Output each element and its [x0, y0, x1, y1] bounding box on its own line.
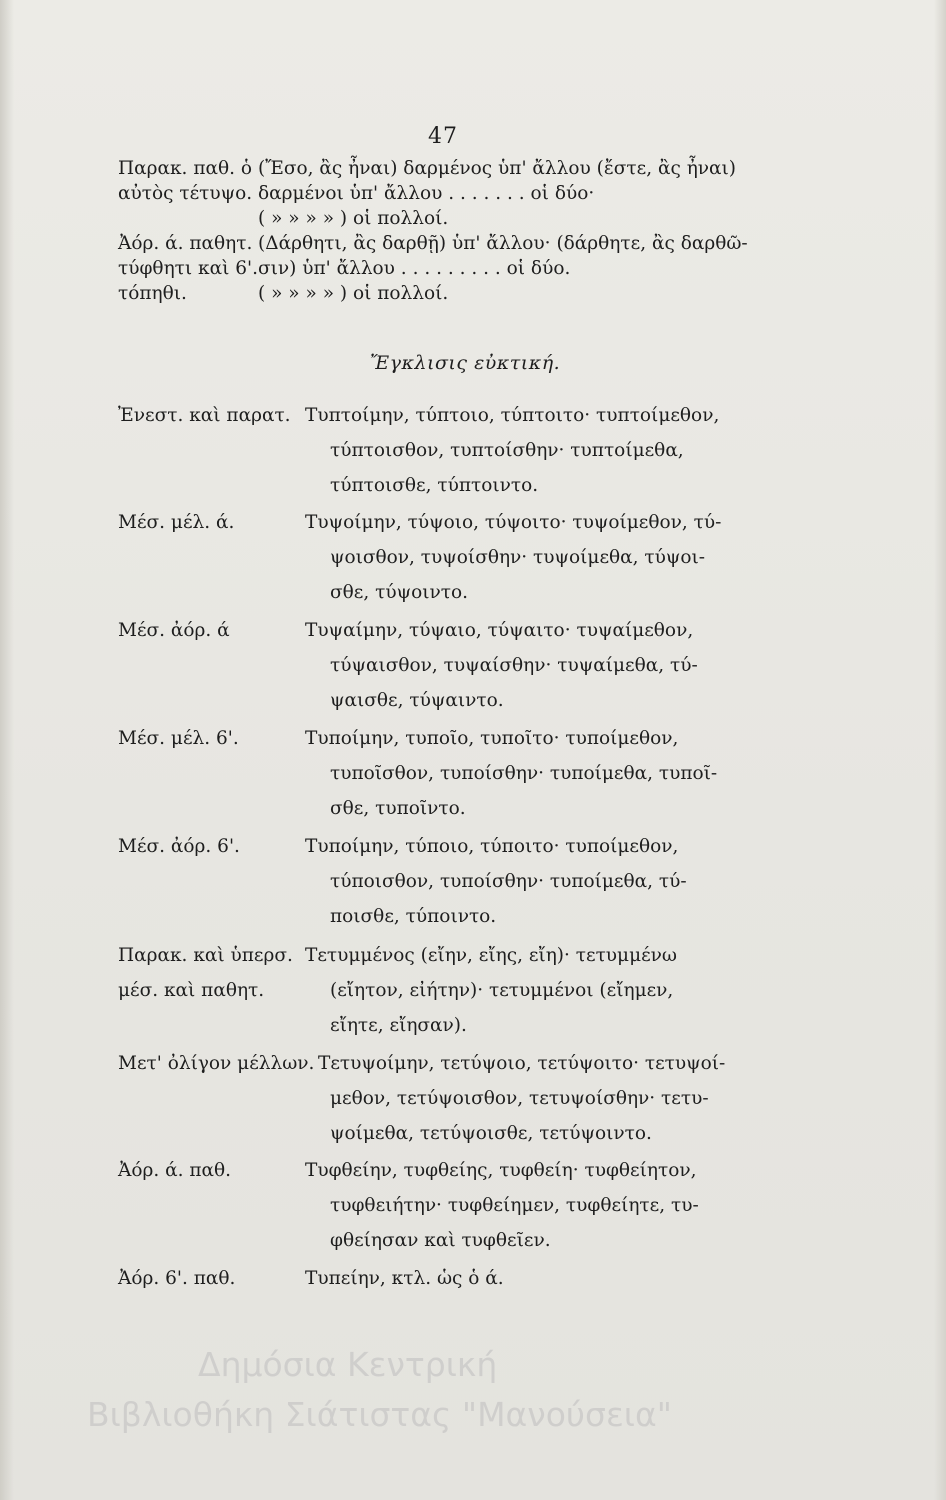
- entry-line: (εἴητον, εἰήτην)· τετυμμένοι (εἴημεν,: [330, 980, 674, 1001]
- library-watermark-line1: Δημόσια Κεντρική: [198, 1345, 498, 1384]
- entry-line: ψοίμεθα, τετύψοισθε, τετύψοιντο.: [330, 1123, 652, 1144]
- block1-line-3: ( » » » » ) οἱ πολλοί.: [258, 208, 449, 229]
- block1-line-6: ( » » » » ) οἱ πολλοί.: [258, 283, 449, 304]
- entry-line: Τυψοίμην, τύψοιο, τύψοιτο· τυψοίμεθον, τύ-: [305, 512, 722, 533]
- entry-line: Τυπείην, κτλ. ὡς ὁ ά.: [305, 1268, 504, 1289]
- block1-line-4: (Δάρθητι, ἂς δαρθῇ) ὑπ' ἄλλου· (δάρθητε, ἂς δαρθῶ-: [258, 233, 748, 254]
- entry-line: τύποισθον, τυποίσθην· τυποίμεθα, τύ-: [330, 871, 687, 892]
- page-number: 47: [428, 124, 458, 149]
- entry-line: ψοισθον, τυψοίσθην· τυψοίμεθα, τύψοι-: [330, 547, 706, 568]
- entry-line: Τετυψοίμην, τετύψοιο, τετύψοιτο· τετυψοί-: [318, 1053, 726, 1074]
- block1-label-2: αὐτὸς τέτυψο.: [118, 183, 253, 204]
- entry-line: ποισθε, τύποιντο.: [330, 906, 497, 927]
- entry-label: Μέσ. ἀόρ. 6'.: [118, 836, 240, 857]
- entry-line: σθε, τύψοιντο.: [330, 582, 468, 603]
- entry-line: ψαισθε, τύψαιντο.: [330, 690, 504, 711]
- block1-line-2: δαρμένοι ὑπ' ἄλλου . . . . . . . οἱ δύο·: [258, 183, 595, 204]
- entry-line: τύπτοισθε, τύπτοιντο.: [330, 475, 539, 496]
- entry-line: τύψαισθον, τυψαίσθην· τυψαίμεθα, τύ-: [330, 655, 698, 676]
- page-edge-shadow-left: [0, 0, 14, 1500]
- entry-line: Τυποίμην, τυποῖο, τυποῖτο· τυποίμεθον,: [305, 728, 679, 749]
- entry-label-secondary: μέσ. καὶ παθητ.: [118, 980, 265, 1001]
- entry-line: Τετυμμένος (εἴην, εἴης, εἴη)· τετυμμένω: [305, 945, 678, 966]
- entry-label: Μέσ. ἀόρ. ά: [118, 620, 230, 641]
- entry-line: τύπτοισθον, τυπτοίσθην· τυπτοίμεθα,: [330, 440, 684, 461]
- entry-label: Παρακ. καὶ ὑπερσ.: [118, 945, 293, 966]
- entry-label: Ἀόρ. ά. παθ.: [118, 1160, 232, 1181]
- entry-line: Τυποίμην, τύποιο, τύποιτο· τυποίμεθον,: [305, 836, 679, 857]
- section-heading: Ἔγκλισις εὐκτική.: [370, 352, 561, 374]
- block1-label-4: τύφθητι καὶ 6'.: [118, 258, 258, 279]
- entry-line: Τυπτοίμην, τύπτοιο, τύπτοιτο· τυπτοίμεθον,: [305, 405, 720, 426]
- entry-line: μεθον, τετύψοισθον, τετυψοίσθην· τετυ-: [330, 1088, 709, 1109]
- entry-label: Μέσ. μέλ. 6'.: [118, 728, 239, 749]
- entry-line: φθείησαν καὶ τυφθεῖεν.: [330, 1230, 551, 1251]
- entry-label: Ἀόρ. 6'. παθ.: [118, 1268, 236, 1289]
- entry-line: εἴητε, εἴησαν).: [330, 1015, 467, 1036]
- block1-line-1: (Ἔσο, ἂς ἦναι) δαρμένος ὑπ' ἄλλου (ἔστε, ἂς ἦναι): [258, 158, 737, 179]
- block1-line-5: σιν) ὑπ' ἄλλου . . . . . . . . . οἱ δύο.: [258, 258, 571, 279]
- entry-label: Μετ' ὀλίγον μέλλων.: [118, 1053, 315, 1074]
- page-edge-shadow-right: [934, 0, 946, 1500]
- block1-label-1: Παρακ. παθ. ὁ: [118, 158, 253, 179]
- library-watermark-line2: Βιβλιοθήκη Σιάτιστας "Μανούσεια": [87, 1395, 672, 1434]
- entry-line: τυφθειήτην· τυφθείημεν, τυφθείητε, τυ-: [330, 1195, 699, 1216]
- entry-line: Τυφθείην, τυφθείης, τυφθείη· τυφθείητον,: [305, 1160, 697, 1181]
- block1-label-5: τόπηθι.: [118, 283, 187, 304]
- entry-line: Τυψαίμην, τύψαιο, τύψαιτο· τυψαίμεθον,: [305, 620, 694, 641]
- entry-label: Ἐνεστ. καὶ παρατ.: [118, 405, 291, 426]
- entry-line: τυποῖσθον, τυποίσθην· τυποίμεθα, τυποῖ-: [330, 763, 718, 784]
- entry-label: Μέσ. μέλ. ά.: [118, 512, 235, 533]
- block1-label-3: Ἀόρ. ά. παθητ.: [118, 233, 253, 254]
- entry-line: σθε, τυποῖντο.: [330, 798, 466, 819]
